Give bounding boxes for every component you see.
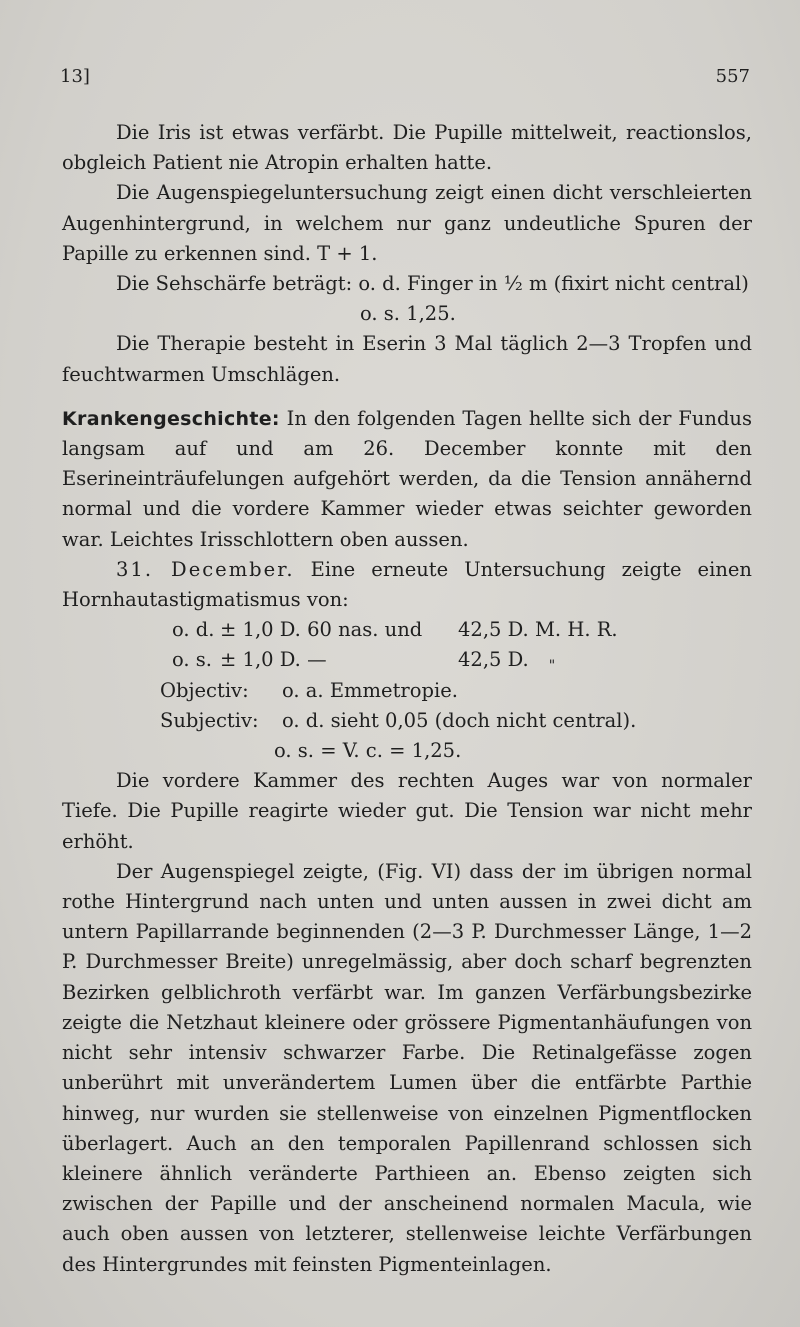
objectiv-value: o. a. Emmetropie. (282, 678, 458, 702)
astig-value-od: ± 1,0 D. 60 nas. und (220, 618, 423, 642)
subjectiv-row (62, 706, 752, 736)
astig-eye-od: o. d. (172, 618, 215, 642)
case-history-text: In den folgenden Tagen hellte sich der Fundus langsam auf und am 26. December konnte mit den Eserineinträufelungen aufgehört werden, da die Tension annähernd normal und die vordere Kammer wieder etwas seichter geworden war. Leichtes Irisschlottern oben aussen. (62, 406, 752, 551)
astigmatism-row-od (62, 615, 752, 645)
case-history-heading: Krankengeschichte: (62, 407, 280, 430)
paragraph-therapy: Die Therapie besteht in Eserin 3 Mal täglich 2—3 Tropfen und feuchtwarmen Umschlägen. (62, 332, 752, 386)
objectiv-row (62, 676, 752, 706)
page-header (60, 66, 750, 94)
astig-diopter-os: 42,5 D. (458, 648, 529, 672)
astig-diopter-od: 42,5 D. M. H. R. (458, 618, 618, 642)
ditto-mark: " (548, 658, 556, 675)
astig-eye-os: o. s. (172, 648, 212, 672)
subjectiv-value: o. d. sieht 0,05 (doch nicht central). (282, 708, 637, 732)
subjectiv-value-2: o. s. = V. c. = 1,25. (274, 739, 462, 763)
paragraph-case-history (62, 404, 752, 555)
paragraph-anterior-chamber: Die vordere Kammer des rechten Auges war von normaler Tiefe. Die Pupille reagirte wieder gut. Die Tension war nicht mehr erhöht. (62, 769, 752, 853)
visual-acuity-line1: Die Sehschärfe beträgt: o. d. Finger in ½ m (fixirt nicht central) (116, 272, 749, 296)
paragraph-fundus-findings: Der Augenspiegel zeigte, (Fig. VI) dass der im übrigen normal rothe Hintergrund nach unten und unten aussen in zwei dicht am untern Papillarrande beginnenden (2—3 P. Durchmesser Länge, 1—2 P. Durchmesser Breite) unregelmässig, aber doch scharf begrenzten Bezirken gelblichroth verfärbt war. Im ganzen Verfärbungsbezirke zeigte die Netzhaut kleinere oder grössere Pigmentanhäufungen von nicht sehr intensiv schwarzer Farbe. Die Retinalgefässe zogen unberührt mit unverändertem Lumen über die entfärbte Parthie hinweg, nur wurden sie stellenweise von einzelnen Pigmentflocken überlagert. Auch an den temporalen Papillenrand schlossen sich kleinere ähnlich veränderte Parthieen an. Ebenso zeigten sich zwischen der Papille und der anscheinend normalen Macula, wie auch oben aussen von letzterer, stellenweise leichte Verfärbungen des Hintergrundes mit feinsten Pigmenteinlagen. (62, 859, 752, 1276)
visual-acuity-line2: o. s. 1,25. (360, 302, 456, 326)
paragraph-ophthalmoscopy: Die Augenspiegeluntersuchung zeigt einen dicht verschleierten Augenhintergrund, in welchem nur ganz undeutliche Spuren der Papille zu erkennen sind. T + 1. (62, 181, 752, 265)
december-31-text: Eine erneute Untersuchung zeigte einen Hornhautastigmatismus von: (62, 557, 752, 612)
date-december-31: 31. December. (116, 557, 295, 581)
body-text (62, 118, 752, 1280)
section-marker: 13] (60, 66, 90, 87)
section-gap (62, 390, 752, 404)
page-number: 557 (715, 66, 750, 87)
paragraph-december-31 (62, 555, 752, 615)
astigmatism-row-os (62, 645, 752, 675)
objectiv-label: Objectiv: (160, 678, 249, 702)
paragraph-iris: Die Iris ist etwas verfärbt. Die Pupille mittelweit, reactionslos, obgleich Patient nie Atropin erhalten hatte. (62, 121, 752, 175)
subjectiv-label: Subjectiv: (160, 708, 259, 732)
subjectiv-row-2 (62, 736, 752, 766)
astig-value-os: ± 1,0 D. — (220, 648, 327, 672)
